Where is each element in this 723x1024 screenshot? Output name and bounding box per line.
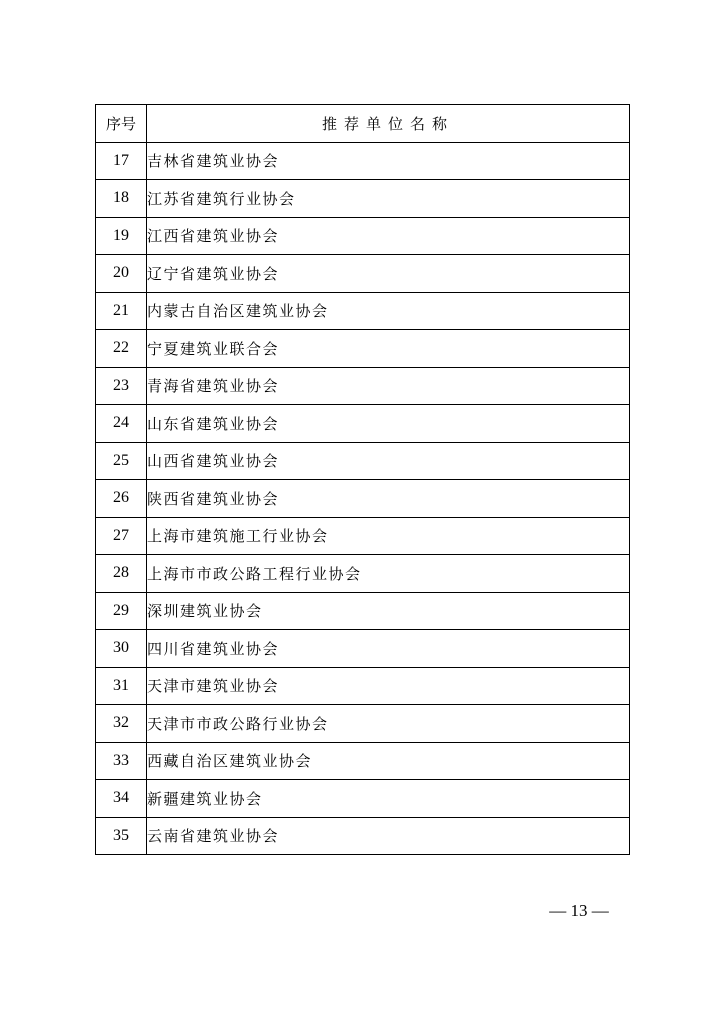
row-unit-name: 山西省建筑业协会 bbox=[147, 442, 630, 480]
row-unit-name: 天津市建筑业协会 bbox=[147, 667, 630, 705]
table-row bbox=[96, 217, 630, 255]
table-row bbox=[96, 742, 630, 780]
row-serial-number: 20 bbox=[96, 255, 147, 293]
row-unit-name: 深圳建筑业协会 bbox=[147, 592, 630, 630]
row-unit-name: 江西省建筑业协会 bbox=[147, 217, 630, 255]
row-serial-number: 27 bbox=[96, 517, 147, 555]
recommending-units-table bbox=[95, 104, 630, 855]
table-row bbox=[96, 180, 630, 218]
table-row bbox=[96, 630, 630, 668]
table-row bbox=[96, 367, 630, 405]
row-serial-number: 28 bbox=[96, 555, 147, 593]
table-row bbox=[96, 555, 630, 593]
row-unit-name: 江苏省建筑行业协会 bbox=[147, 180, 630, 218]
row-unit-name: 辽宁省建筑业协会 bbox=[147, 255, 630, 293]
row-serial-number: 25 bbox=[96, 442, 147, 480]
row-serial-number: 18 bbox=[96, 180, 147, 218]
table-row bbox=[96, 405, 630, 443]
row-unit-name: 西藏自治区建筑业协会 bbox=[147, 742, 630, 780]
table-row bbox=[96, 480, 630, 518]
row-unit-name: 陕西省建筑业协会 bbox=[147, 480, 630, 518]
row-unit-name: 山东省建筑业协会 bbox=[147, 405, 630, 443]
table-row bbox=[96, 667, 630, 705]
row-serial-number: 26 bbox=[96, 480, 147, 518]
table-row bbox=[96, 592, 630, 630]
row-serial-number: 34 bbox=[96, 780, 147, 818]
table-row bbox=[96, 817, 630, 855]
row-serial-number: 23 bbox=[96, 367, 147, 405]
row-unit-name: 上海市建筑施工行业协会 bbox=[147, 517, 630, 555]
table-header-row bbox=[96, 105, 630, 143]
row-serial-number: 19 bbox=[96, 217, 147, 255]
row-unit-name: 青海省建筑业协会 bbox=[147, 367, 630, 405]
row-serial-number: 33 bbox=[96, 742, 147, 780]
header-unit-name: 推荐单位名称 bbox=[147, 105, 630, 143]
row-serial-number: 35 bbox=[96, 817, 147, 855]
row-serial-number: 17 bbox=[96, 142, 147, 180]
header-serial-number: 序号 bbox=[96, 105, 147, 143]
row-serial-number: 32 bbox=[96, 705, 147, 743]
row-unit-name: 内蒙古自治区建筑业协会 bbox=[147, 292, 630, 330]
row-unit-name: 宁夏建筑业联合会 bbox=[147, 330, 630, 368]
row-unit-name: 上海市市政公路工程行业协会 bbox=[147, 555, 630, 593]
page-number: — 13 — bbox=[549, 901, 609, 920]
row-unit-name: 四川省建筑业协会 bbox=[147, 630, 630, 668]
table-row bbox=[96, 142, 630, 180]
row-serial-number: 22 bbox=[96, 330, 147, 368]
row-serial-number: 31 bbox=[96, 667, 147, 705]
row-unit-name: 新疆建筑业协会 bbox=[147, 780, 630, 818]
table-row bbox=[96, 517, 630, 555]
row-serial-number: 29 bbox=[96, 592, 147, 630]
row-unit-name: 吉林省建筑业协会 bbox=[147, 142, 630, 180]
row-serial-number: 24 bbox=[96, 405, 147, 443]
row-serial-number: 21 bbox=[96, 292, 147, 330]
row-unit-name: 天津市市政公路行业协会 bbox=[147, 705, 630, 743]
row-unit-name: 云南省建筑业协会 bbox=[147, 817, 630, 855]
table-row bbox=[96, 780, 630, 818]
table-row bbox=[96, 442, 630, 480]
table-row bbox=[96, 330, 630, 368]
table-row bbox=[96, 705, 630, 743]
row-serial-number: 30 bbox=[96, 630, 147, 668]
table-row bbox=[96, 255, 630, 293]
table-row bbox=[96, 292, 630, 330]
